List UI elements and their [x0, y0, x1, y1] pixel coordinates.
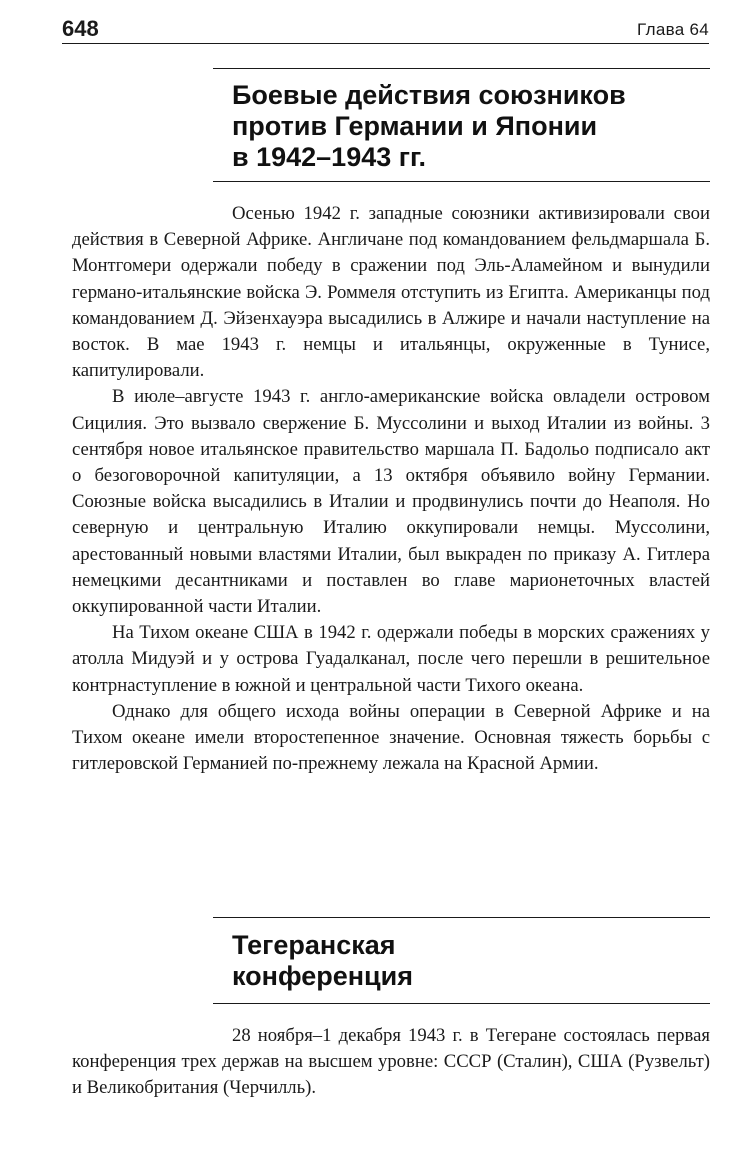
- section-title-allied-operations: Боевые действия союзников против Германии и Японии в 1942–1943 гг.: [232, 80, 626, 172]
- paragraph: В июле–августе 1943 г. англо-американские войска овладели островом Сицилия. Это вызвало свержение Б. Муссолини и выход Италии из войны. 3 сентября новое итальянское правительство маршала П. Бадольо подписало акт о безоговорочной капитуляции, а 13 октября объявило войну Германии. Союзные войска высадились в Италии и продвинулись почти до Неаполя. Но северную и центральную Италию оккупировали немцы. Муссолини, арестованный новыми властями Италии, был выкраден по приказу А. Гитлера немецкими десантниками и поставлен во главе марионеточных властей оккупированной части Италии.: [72, 386, 710, 618]
- paragraph: Осенью 1942 г. западные союзники активизировали свои действия в Северной Африке. Англичане под командованием фельдмаршала Б. Монтгомери одержали победу в сражении под Эль-Аламейном и вынудили германо-итальянские войска Э. Роммеля отступить из Египта. Американцы под командованием Д. Эйзенхауэра высадились в Алжире и начали наступление на восток. В мае 1943 г. немцы и итальянцы, окруженные в Тунисе, капитулировали.: [72, 203, 710, 382]
- section-title-tehran-conference: Тегеранская конференция: [232, 930, 414, 991]
- page-number: 648: [62, 16, 99, 41]
- section-rule-bottom: [213, 181, 710, 182]
- section-rule-top: [213, 917, 710, 918]
- section-rule-bottom: [213, 1003, 710, 1004]
- section-body-tehran-conference: [72, 1023, 710, 1102]
- section-body-allied-operations: [72, 201, 710, 777]
- section-rule-top: [213, 68, 710, 69]
- chapter-label: Глава 64: [637, 20, 709, 39]
- paragraph: Однако для общего исхода войны операции в Северной Африке и на Тихом океане имели второстепенное значение. Основная тяжесть борьбы с гитлеровской Германией по-прежнему лежала на Красной Армии.: [72, 700, 710, 775]
- paragraph: 28 ноября–1 декабря 1943 г. в Тегеране состоялась первая конференция трех держав на высшем уровне: СССР (Сталин), США (Рузвельт) и Великобритания (Черчилль).: [72, 1025, 710, 1099]
- paragraph: На Тихом океане США в 1942 г. одержали победы в морских сражениях у атолла Мидуэй и у острова Гуадалканал, после чего перешли в решительное контрнаступление в южной и центральной части Тихого океана.: [72, 622, 710, 696]
- header-rule: [62, 43, 709, 44]
